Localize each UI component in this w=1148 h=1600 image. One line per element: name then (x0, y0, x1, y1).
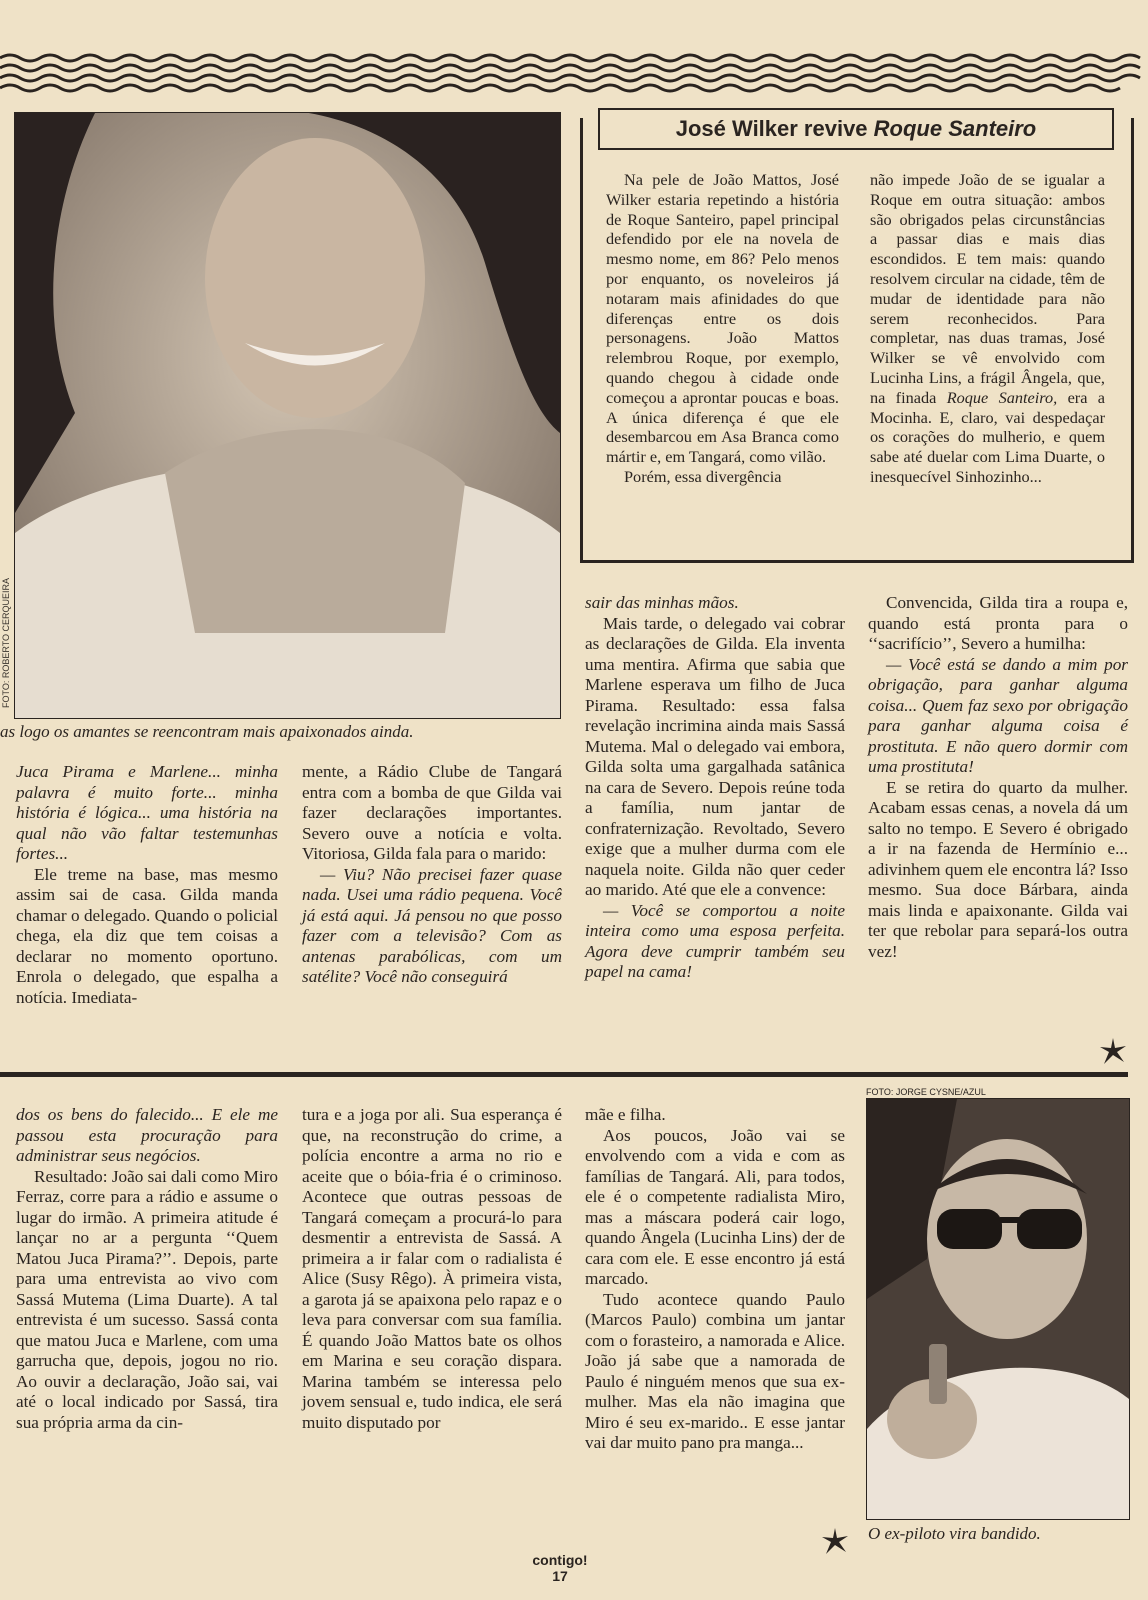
section-divider (0, 1072, 1128, 1077)
page-footer (520, 1552, 600, 1584)
photo-credit-bottom: FOTO: JORGE CYSNE/AZUL (866, 1087, 986, 1097)
sidebar-title-frame (598, 108, 1114, 150)
upper-col-1: Juca Pirama e Marlene... minha palavra é muito forte... minha história é lógica... uma história na qual não vão faltar testemunhas fortes... Ele treme na base, mas mesmo assim sai de casa. Gilda manda chamar o delegado. Quando o policial chega, ela diz que tem coisas a declarar no momento oportuno. Enrola o delegado, que espalha a notícia. Imediata- (16, 762, 278, 1007)
upper-col-2: mente, a Rádio Clube de Tangará entra com a bomba de que Gilda vai fazer declarações importantes. Severo ouve a notícia e volta. Vitoriosa, Gilda fala para o marido: — Viu? Não precisei fazer quase nada. Usei uma rádio pequena. Você já está aqui. Já pensou no que posso fazer com a televisão? Com as antenas parabólicas, com um satélite? Você não conseguirá (302, 762, 562, 986)
sidebar-col-2: não impede João de se igualar a Roque em outra situação: ambos são obrigados pelas circunstâncias a passar dias e mais dias escondidos. E tem mais: quando resolvem circular na cidade, têm de mudar de identidade para não serem reconhecidos. Para completar, nas duas tramas, José Wilker se vê envolvido com Lucinha Lins, a frágil Ângela, que, na finada Roque Santeiro, era a Mocinha. E, claro, vai despedaçar os corações do mulherio, e quem sabe até duelar com Lima Duarte, o inesquecível Sinhozinho... (870, 170, 1105, 486)
end-mark-star-2 (822, 1528, 848, 1554)
actress-photo (14, 112, 561, 719)
lower-col-2: tura e a joga por ali. Sua esperança é que, na reconstrução do crime, a polícia encontre a arma no rio e aceite que o bóia-fria é o criminoso. Acontece que outras pessoas de Tangará começam a procurá-lo para desmentir a entrevista de Sassá. A primeira a ir falar com o radialista é Alice (Susy Rêgo). À primeira vista, a garota já se apaixona pelo rapaz e o leva para conversar com sua família. É quando João Mattos bate os olhos em Marina e seu coração dispara. Marina também se interessa pelo jovem sensual e, tudo indica, ele será muito disputado por (302, 1105, 562, 1432)
sidebar-col-1: Na pele de João Mattos, José Wilker estaria repetindo a história de Roque Santeiro, papel principal defendido por ele na novela de mesmo nome, em 86? Pelo menos por enquanto, os noveleiros já notaram mais afinidades do que diferenças entre os dois personagens. João Mattos relembrou Roque, por exemplo, quando chegou à cidade onde começou a aprontar poucas e boas. A única diferença é que ele desembarcou em Asa Branca como mártir e, em Tangará, como vilão. Porém, essa divergência (606, 170, 839, 486)
photo-caption-bottom: O ex-piloto vira bandido. (868, 1524, 1041, 1543)
end-mark-star (1100, 1038, 1126, 1064)
lower-col-3: mãe e filha. Aos poucos, João vai se envolvendo com a vida e com as famílias de Tangará. Ali, para todos, ele é o competente radialista Miro, mas a máscara poderá cair logo, quando Ângela (Lucinha Lins) der de cara com ele. E esse encontro já está marcado. Tudo acontece quando Paulo (Marcos Paulo) combina um jantar com o forasteiro, a namorada e Alice. João já sabe que a namorada de Paulo é ninguém menos que sua ex-mulher. Mas ela não imagina que Miro é seu ex-marido.. E esse jantar vai dar muito pano pra manga... (585, 1105, 845, 1452)
actor-photo (866, 1098, 1130, 1520)
upper-col-4: Convencida, Gilda tira a roupa e, quando está pronta para o ‘‘sacrifício’’, Severo a humilha: — Você está se dando a mim por obrigação, para ganhar alguma coisa... Quem faz sexo por obrigação para ganhar alguma coisa é prostituta. E não quero dormir com uma prostituta! E se retira do quarto da mulher. Acabam essas cenas, a novela dá um salto no tempo. E Severo é obrigado a ir na fazenda de Hermínio e... adivinhem quem ele encontra lá? Isso mesmo. Sua doce Bárbara, ainda mais linda e apaixonante. Gilda vai ter que rebolar para separá-los outra vez! (868, 593, 1128, 961)
page-number: 17 (552, 1568, 568, 1584)
photo-caption-top: as logo os amantes se reencontram mais apaixonados ainda. (0, 722, 414, 741)
photo-credit-top: FOTO: ROBERTO CERQUEIRA (1, 577, 11, 708)
upper-col-3: sair das minhas mãos. Mais tarde, o delegado vai cobrar as declarações de Gilda. Ela inventa uma mentira. Afirma que sabia que Marlene esperava um filho de Juca Pirama. Resultado: essa falsa revelação incrimina ainda mais Sassá Mutema. Mal o delegado vai embora, Gilda solta uma gargalhada satânica na cara de Severo. Depois reúne toda a família, num jantar de confraternização. Revoltado, Severo exige que a mulher durma com ele naquela noite. Gilda não quer ceder ao marido. Até que ele a convence: — Você se comportou a noite inteira como uma esposa perfeita. Agora deve cumprir também seu papel na cama! (585, 593, 845, 981)
magazine-name: contigo! (532, 1552, 588, 1568)
wave-border (0, 50, 1148, 105)
sidebar-title: José Wilker revive Roque Santeiro (675, 116, 1037, 141)
lower-col-1: dos os bens do falecido... E ele me passou esta procuração para administrar seus negócios. Resultado: João sai dali como Miro Ferraz, corre para a rádio e assume o lugar do irmão. A primeira atitude é lançar no ar a pergunta ‘‘Quem Matou Juca Pirama?’’. Depois, parte para uma entrevista ao vivo com Sassá Mutema (Lima Duarte). A tal entrevista é um sucesso. Sassá conta que matou Juca e Marlene, com uma garrucha que, depois, jogou no rio. Ao ouvir a declaração, João sai, vai até o local indicado por Sassá, tira sua própria arma da cin- (16, 1105, 278, 1432)
